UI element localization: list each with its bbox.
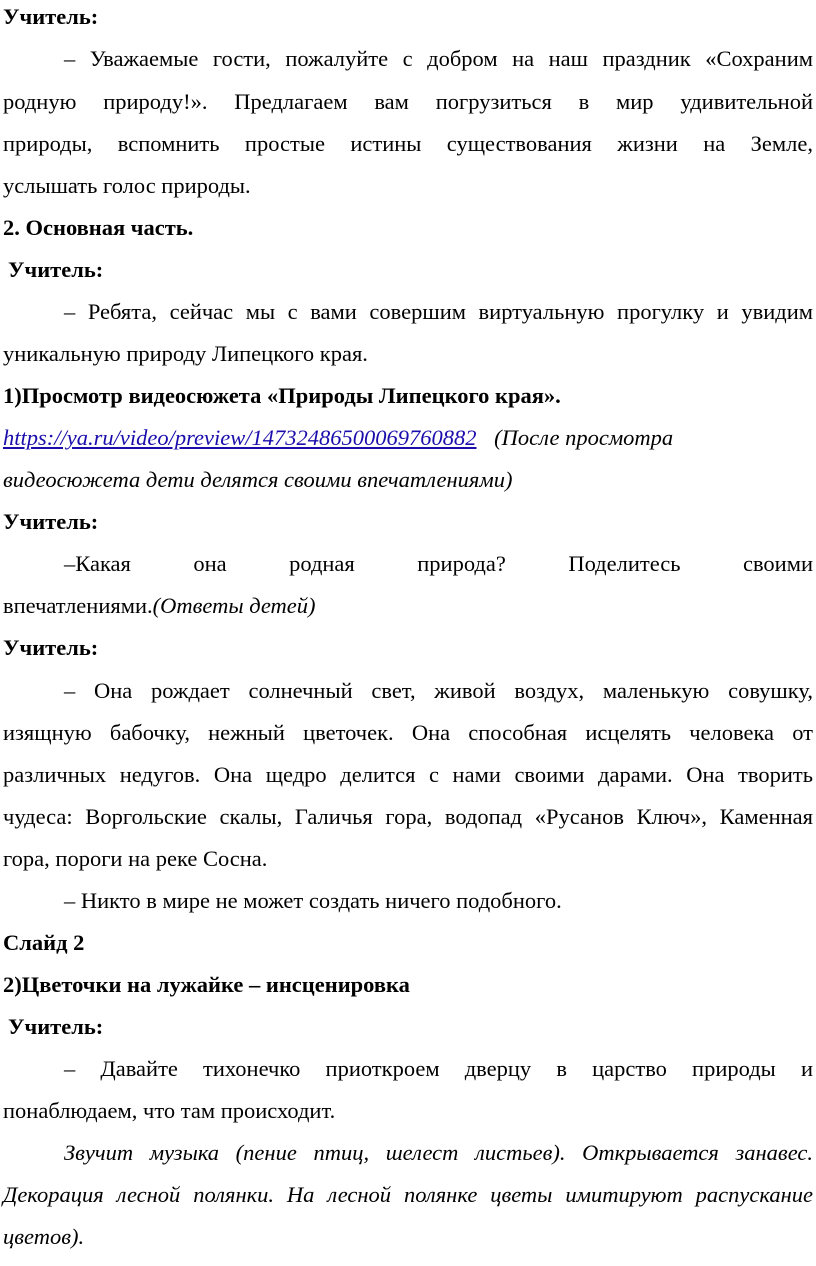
stage-direction-line: Звучит музыка (пение птиц, шелест листьев). Открывается занавес.	[64, 1140, 813, 1165]
paragraph-line: уникальную природу Липецкого края.	[3, 341, 368, 366]
paragraph-line: – Она рождает солнечный свет, живой воздух, маленькую совушку,	[64, 678, 813, 703]
paragraph-line: чудеса: Воргольские скалы, Галичья гора, водопад «Русанов Ключ», Каменная	[3, 804, 813, 829]
video-link-line	[3, 423, 673, 453]
video-link[interactable]: https://ya.ru/video/preview/14732486500069760882	[3, 425, 477, 450]
paragraph-line: гора, пороги на реке Сосна.	[3, 846, 268, 871]
paragraph-line: различных недугов. Она щедро делится с нами своими дарами. Она творить	[3, 762, 813, 787]
paragraph-line: родную природу!». Предлагаем вам погрузиться в мир удивительной	[3, 89, 813, 114]
video-note: (После просмотра	[494, 425, 674, 450]
paragraph-line: понаблюдаем, что там происходит.	[3, 1098, 336, 1123]
paragraph-line: услышать голос природы.	[3, 173, 251, 198]
section-heading: 2. Основная часть.	[3, 215, 194, 240]
teacher-label: Учитель:	[3, 4, 99, 29]
paragraph-line: изящную бабочку, нежный цветочек. Она способная исцелять человека от	[3, 720, 813, 745]
answers-note: (Ответы детей)	[152, 593, 316, 618]
video-note: видеосюжета дети делятся своими впечатлениями)	[3, 467, 513, 492]
teacher-label: Учитель:	[3, 635, 99, 660]
stage-direction-line: цветов).	[3, 1224, 85, 1249]
item-heading: 2)Цветочки на лужайке – инсценировка	[3, 972, 410, 997]
paragraph-line: – Давайте тихонечко приоткроем дверцу в царство природы и	[64, 1056, 813, 1081]
paragraph-text: впечатлениями.	[3, 593, 153, 618]
paragraph-line: –Какая она родная природа? Поделитесь своими	[64, 551, 813, 576]
teacher-label: Учитель:	[8, 1014, 104, 1039]
teacher-label: Учитель:	[3, 509, 99, 534]
paragraph-line: природы, вспомнить простые истины существования жизни на Земле,	[3, 131, 813, 156]
teacher-label: Учитель:	[8, 257, 104, 282]
paragraph-line: – Ребята, сейчас мы с вами совершим виртуальную прогулку и увидим	[64, 299, 813, 324]
paragraph-line	[3, 591, 316, 621]
paragraph-line: – Никто в мире не может создать ничего подобного.	[64, 888, 562, 913]
stage-direction-line: Декорация лесной полянки. На лесной полянке цветы имитируют распускание	[3, 1182, 813, 1207]
slide-label: Слайд 2	[3, 930, 85, 955]
item-heading: 1)Просмотр видеосюжета «Природы Липецкого края».	[3, 383, 561, 408]
paragraph-line: – Уважаемые гости, пожалуйте с добром на наш праздник «Сохраним	[64, 46, 813, 71]
